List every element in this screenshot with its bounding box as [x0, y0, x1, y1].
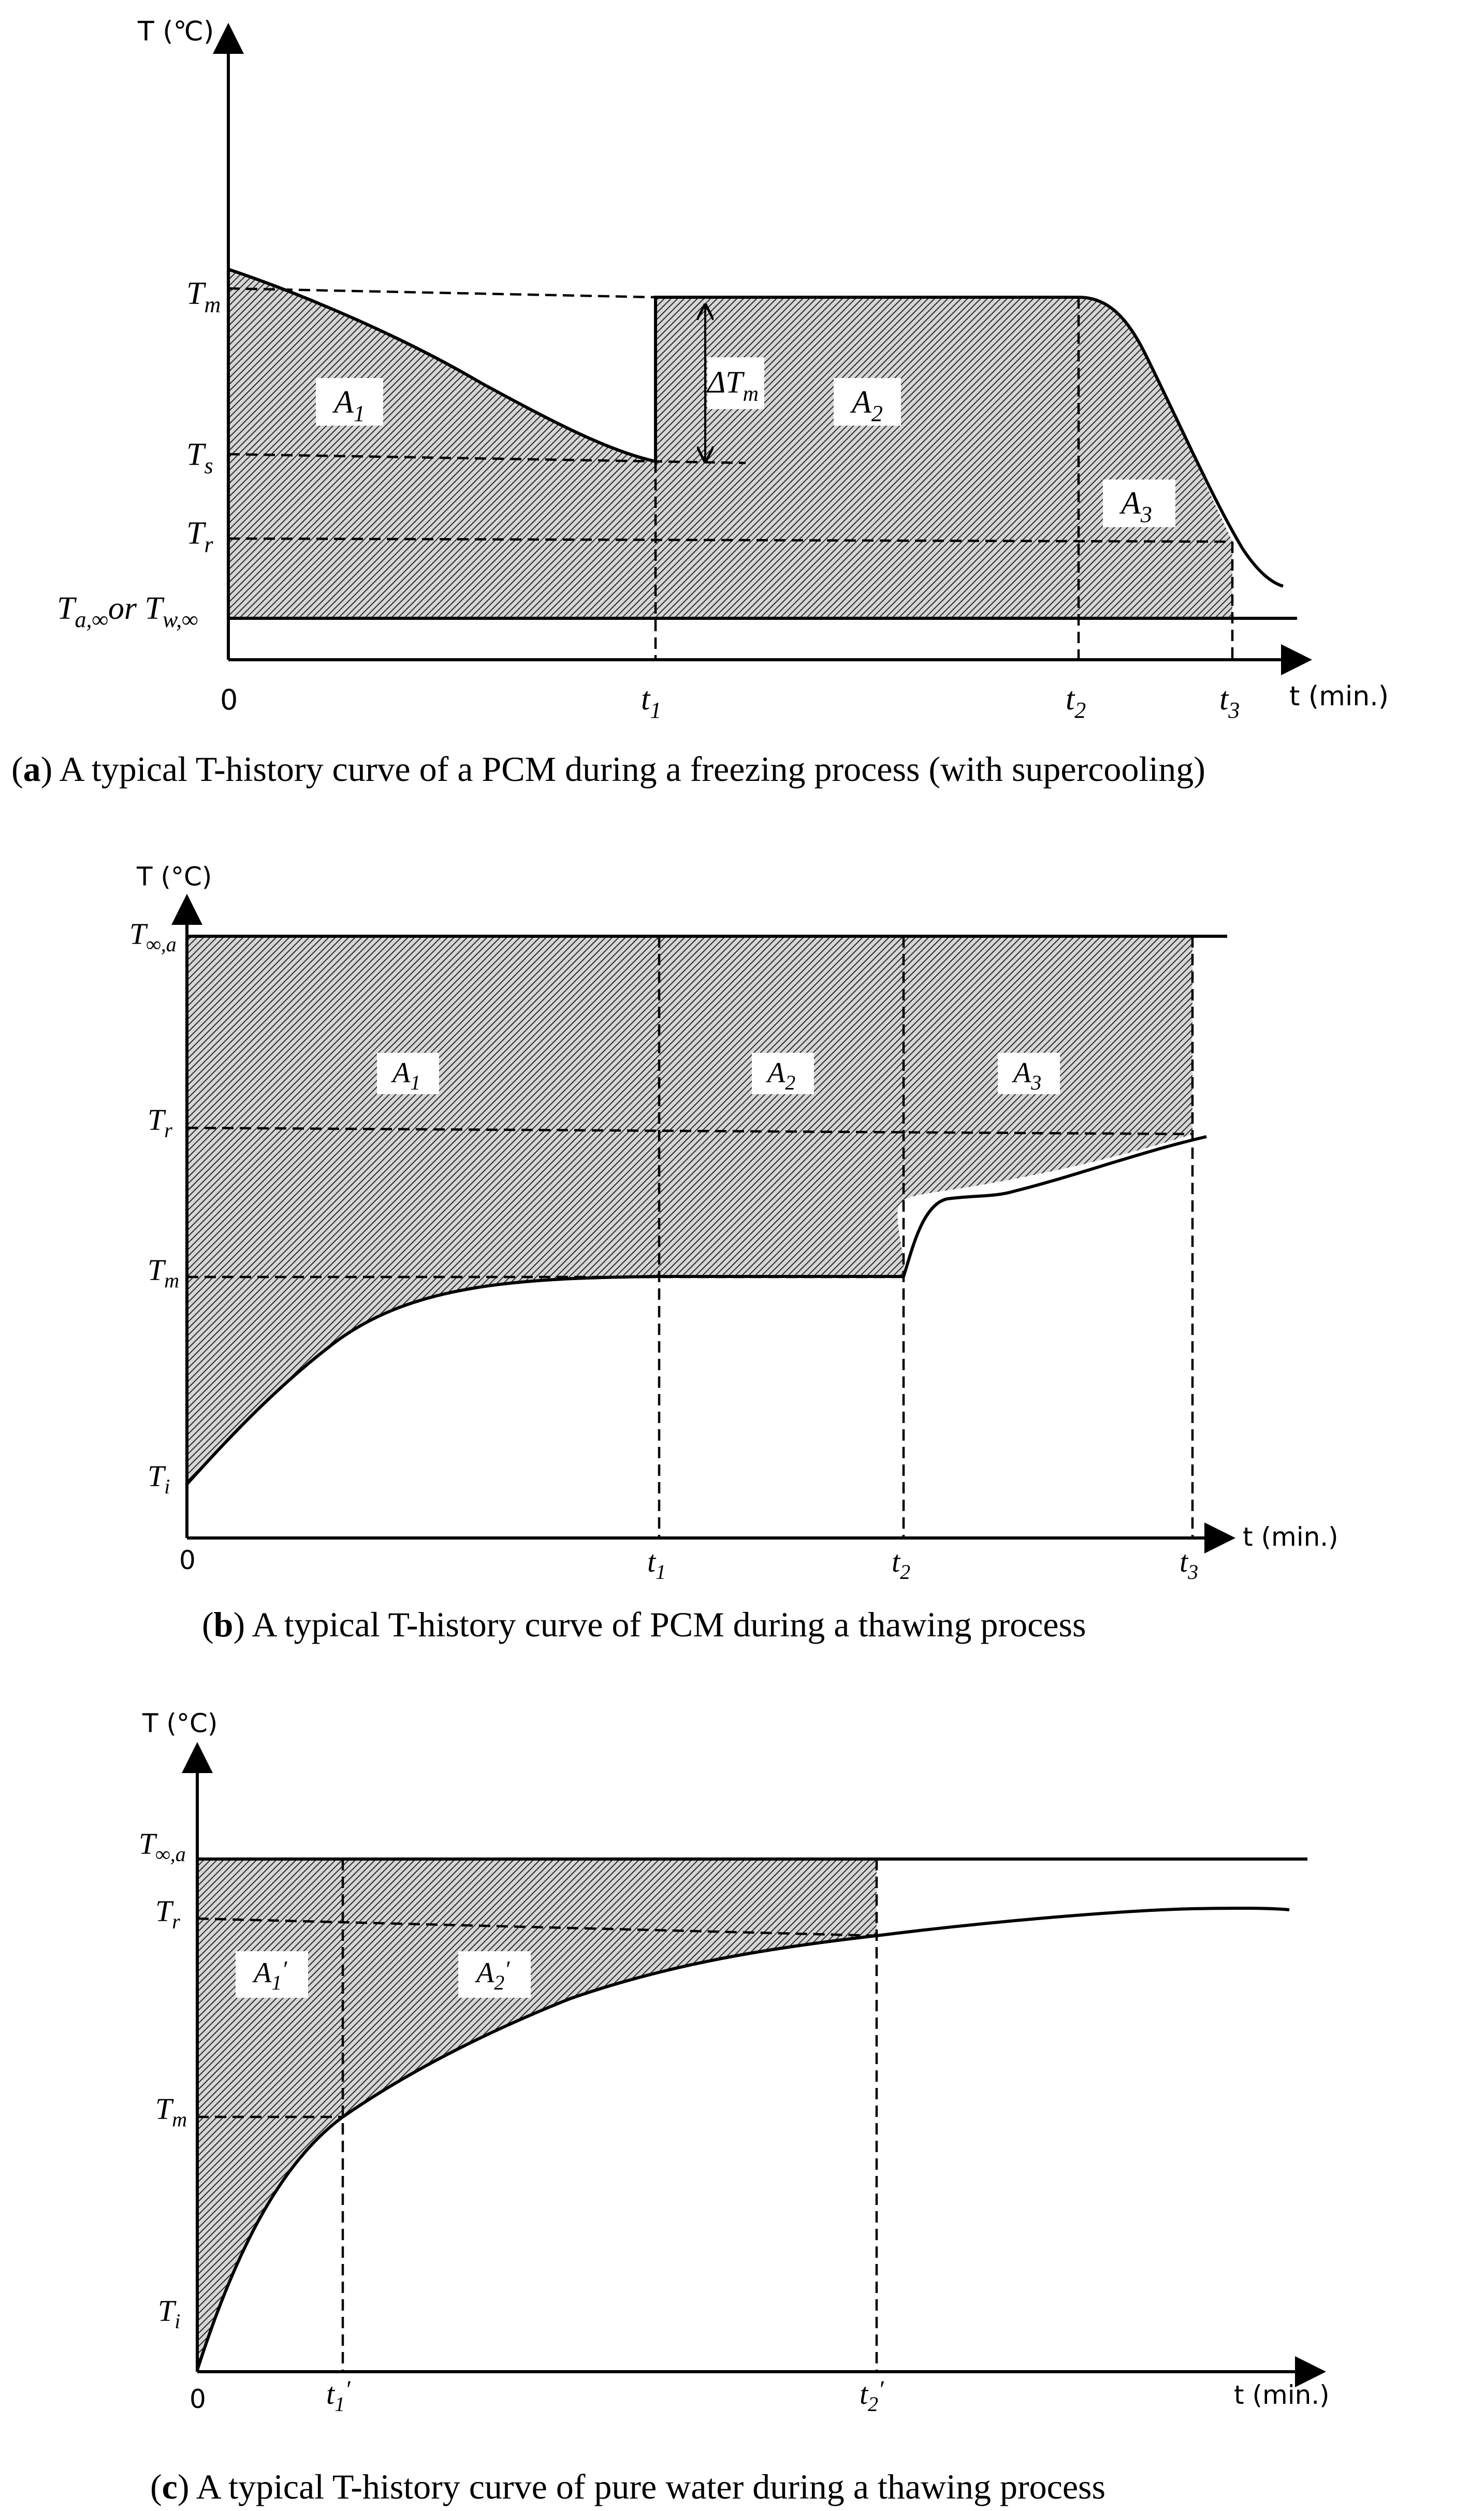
- panel-a-xtick-t3: $t_3$: [1219, 681, 1240, 723]
- panel-a-label-a2: $A_2$: [852, 385, 883, 426]
- panel-a-caption: (a) A typical T-history curve of a PCM during a freezing process (with supercooling): [11, 749, 1205, 789]
- panel-c-water-thawing-curve: [139, 1708, 1330, 2506]
- panel-c-xtick-t2p: $t_2'$: [860, 2376, 884, 2416]
- panel-a-ytick-tr: $T_r$: [186, 516, 213, 557]
- panel-b-ytick-tinf: $T_{\infty,a}$: [129, 917, 177, 956]
- panel-b-caption: (b) A typical T-history curve of PCM during a thawing process: [202, 1605, 1086, 1644]
- panel-b-ytick-ti: $T_i$: [148, 1459, 170, 1498]
- panel-a-area-a1: [228, 269, 656, 618]
- panel-b-xtick-t1: $t_1$: [647, 1545, 666, 1584]
- panel-a-xtick-t2: $t_2$: [1066, 681, 1086, 723]
- panel-a-ytick-tinf: $T_{a,\infty}or$ $T_{w,\infty}$: [57, 591, 198, 632]
- panel-c-label-a2p: $A_2'$: [476, 1956, 510, 1994]
- panel-b-hatched-area: [187, 936, 1192, 1484]
- panel-c-ytick-tr: $T_r$: [155, 1894, 180, 1933]
- panel-a-xtick-zero: 0: [220, 684, 238, 716]
- panel-c-xtick-zero: 0: [190, 2384, 206, 2414]
- panel-c-x-axis-label: t (min.): [1234, 2380, 1330, 2410]
- panel-c-hatched-area: [197, 1859, 877, 2370]
- panel-a-label-a1: $A_1$: [334, 385, 365, 426]
- panel-c-ytick-tm: $T_m$: [155, 2092, 187, 2131]
- panel-b-xtick-t2: $t_2$: [892, 1545, 911, 1584]
- panel-a-x-axis-label: t (min.): [1289, 681, 1389, 712]
- panel-b-x-axis-label: t (min.): [1243, 1522, 1338, 1552]
- panel-b-ytick-tr: $T_r$: [148, 1103, 172, 1142]
- panel-a-freezing-curve: [11, 16, 1389, 789]
- panel-a-label-a3: $A_3$: [1121, 486, 1152, 527]
- panel-a-delta-label: $\Delta T_m$: [707, 365, 759, 406]
- panel-a-ytick-tm: $T_m$: [186, 276, 221, 317]
- panel-c-label-a1p: $A_1'$: [254, 1956, 287, 1994]
- panel-a-y-axis-label: T (℃): [138, 16, 214, 47]
- panel-b-label-a1: $A_1$: [392, 1057, 421, 1094]
- panel-a-area-a2-a3: [656, 297, 1232, 618]
- panel-b-thawing-curve: [129, 862, 1338, 1644]
- panel-c-ytick-ti: $T_i$: [158, 2294, 181, 2333]
- panel-c-xtick-t1p: $t_1'$: [326, 2376, 351, 2416]
- panel-a-ytick-ts: $T_s$: [186, 437, 213, 478]
- panel-a-xtick-t1: $t_1$: [641, 681, 662, 723]
- panel-b-y-axis-label: T (°C): [137, 862, 212, 892]
- panel-b-ytick-tm: $T_m$: [148, 1253, 180, 1292]
- panel-b-label-a3: $A_3$: [1013, 1057, 1042, 1094]
- panel-c-caption: (c) A typical T-history curve of pure water during a thawing process: [150, 2467, 1105, 2506]
- panel-c-y-axis-label: T (°C): [142, 1708, 218, 1738]
- panel-b-label-a2: $A_2$: [767, 1057, 796, 1094]
- panel-c-ytick-tinf: $T_{\infty,a}$: [139, 1827, 186, 1866]
- panel-b-xtick-t3: $t_3$: [1180, 1545, 1199, 1584]
- panel-b-xtick-zero: 0: [179, 1545, 196, 1575]
